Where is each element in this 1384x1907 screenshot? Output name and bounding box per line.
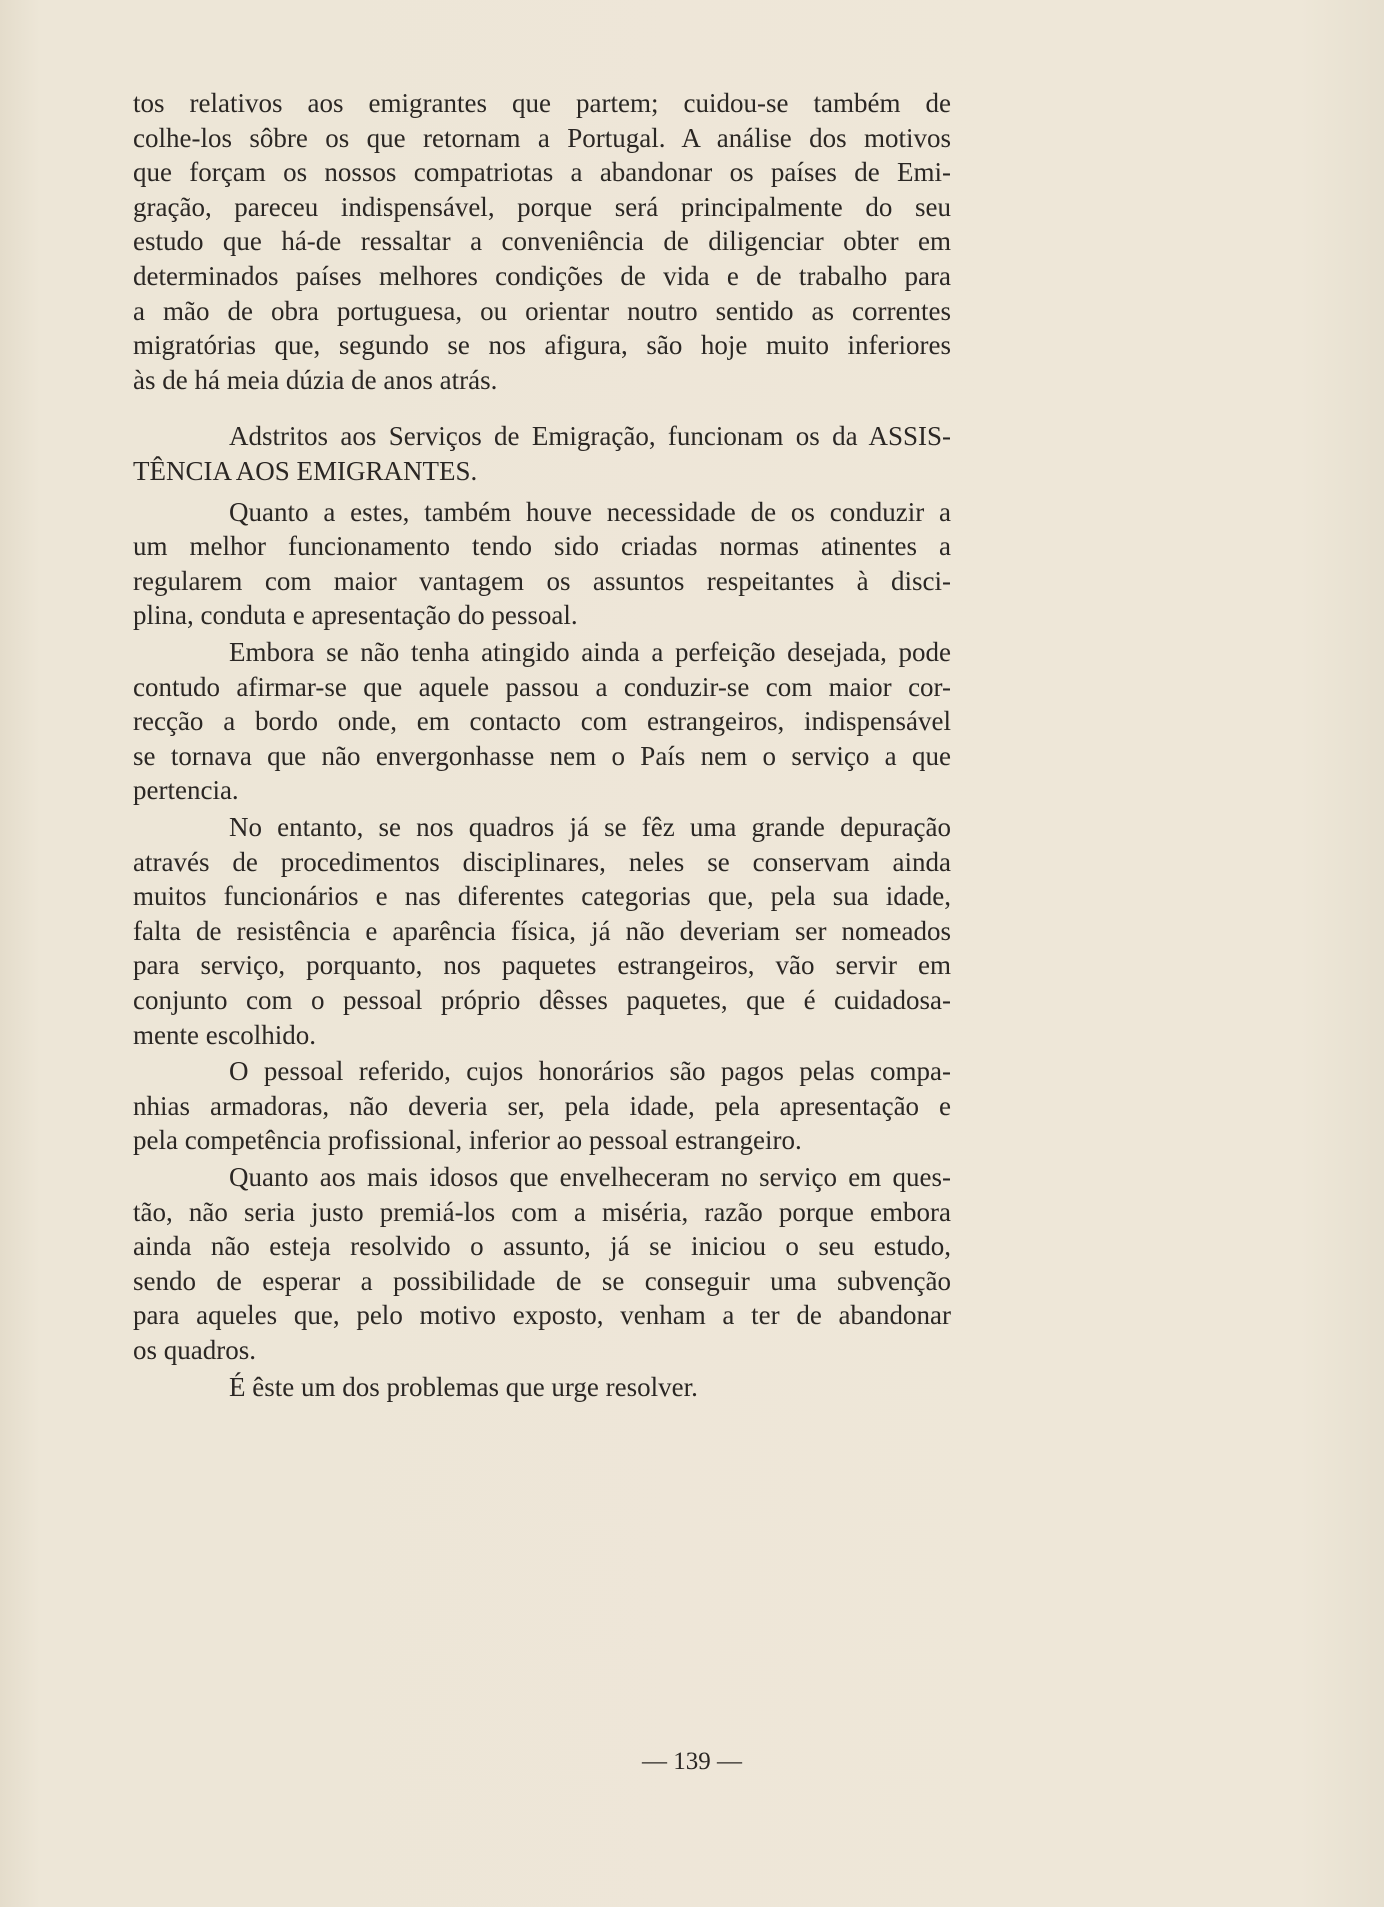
text-line: tos relativos aos emigrantes que partem; cuidou-se também de [133, 88, 951, 118]
text-line: pertencia. [133, 775, 239, 806]
text-line: às de há meia dúzia de anos atrás. [133, 364, 498, 395]
text-line: os quadros. [133, 1335, 256, 1365]
text-line: Embora se não tenha atingido ainda a perfeição desejada, pode [229, 637, 951, 667]
text-line: nhias armadoras, não deveria ser, pela idade, pela apresentação e [133, 1090, 951, 1121]
text-line: estudo que há-de ressaltar a conveniência de diligenciar obter em [133, 226, 951, 257]
text-line: a mão de obra portuguesa, ou orientar noutro sentido as correntes [133, 295, 951, 326]
text-line: Quanto a estes, também houve necessidade de os conduzir a [229, 496, 951, 527]
text-line: conjunto com o pessoal próprio dêsses paquetes, que é cuidadosa- [133, 985, 951, 1015]
text-line: um melhor funcionamento tendo sido criadas normas atinentes a [133, 531, 951, 562]
text-line: pela competência profissional, inferior ao pessoal estrangeiro. [133, 1125, 802, 1156]
text-line: O pessoal referido, cujos honorários são pagos pelas compa- [229, 1056, 951, 1087]
text-line: através de procedimentos disciplinares, neles se conservam ainda [133, 846, 951, 877]
text-line: que forçam os nossos compatriotas a abandonar os países de Emi- [133, 157, 951, 188]
text-line: Adstritos aos Serviços de Emigração, funcionam os da ASSIS- [229, 421, 951, 452]
page-number: — 139 — [642, 1748, 742, 1775]
text-line: se tornava que não envergonhasse nem o País nem o serviço a que [133, 740, 951, 771]
text-line: plina, conduta e apresentação do pessoal. [133, 600, 578, 631]
text-line: determinados países melhores condições de vida e de trabalho para [133, 261, 951, 291]
text-line: colhe-los sôbre os que retornam a Portugal. A análise dos motivos [133, 122, 951, 153]
text-line: No entanto, se nos quadros já se fêz uma grande depuração [229, 812, 951, 842]
text-line: Quanto aos mais idosos que envelheceram no serviço em ques- [229, 1162, 951, 1192]
text-line: para serviço, porquanto, nos paquetes estrangeiros, vão servir em [133, 950, 951, 981]
text-line: TÊNCIA AOS EMIGRANTES. [133, 456, 478, 486]
text-line: mente escolhido. [133, 1019, 316, 1050]
text-line: ainda não esteja resolvido o assunto, já se iniciou o seu estudo, [133, 1231, 951, 1262]
text-line: gração, pareceu indispensável, porque será principalmente do seu [133, 191, 951, 222]
text-line: migratórias que, segundo se nos afigura, são hoje muito inferiores [133, 330, 951, 361]
text-line: recção a bordo onde, em contacto com estrangeiros, indispensável [133, 706, 951, 737]
text-line: falta de resistência e aparência física, já não deveriam ser nomeados [133, 915, 951, 946]
text-line: sendo de esperar a possibilidade de se conseguir uma subvenção [133, 1265, 951, 1296]
text-line: muitos funcionários e nas diferentes categorias que, pela sua idade, [133, 881, 951, 912]
text-line: tão, não seria justo premiá-los com a miséria, razão porque embora [133, 1196, 951, 1227]
text-line: contudo afirmar-se que aquele passou a conduzir-se com maior cor- [133, 671, 951, 702]
text-line: para aqueles que, pelo motivo exposto, venham a ter de abandonar [133, 1300, 951, 1331]
text-line: regularem com maior vantagem os assuntos respeitantes à disci- [133, 565, 951, 596]
text-line: É êste um dos problemas que urge resolver. [229, 1371, 698, 1402]
